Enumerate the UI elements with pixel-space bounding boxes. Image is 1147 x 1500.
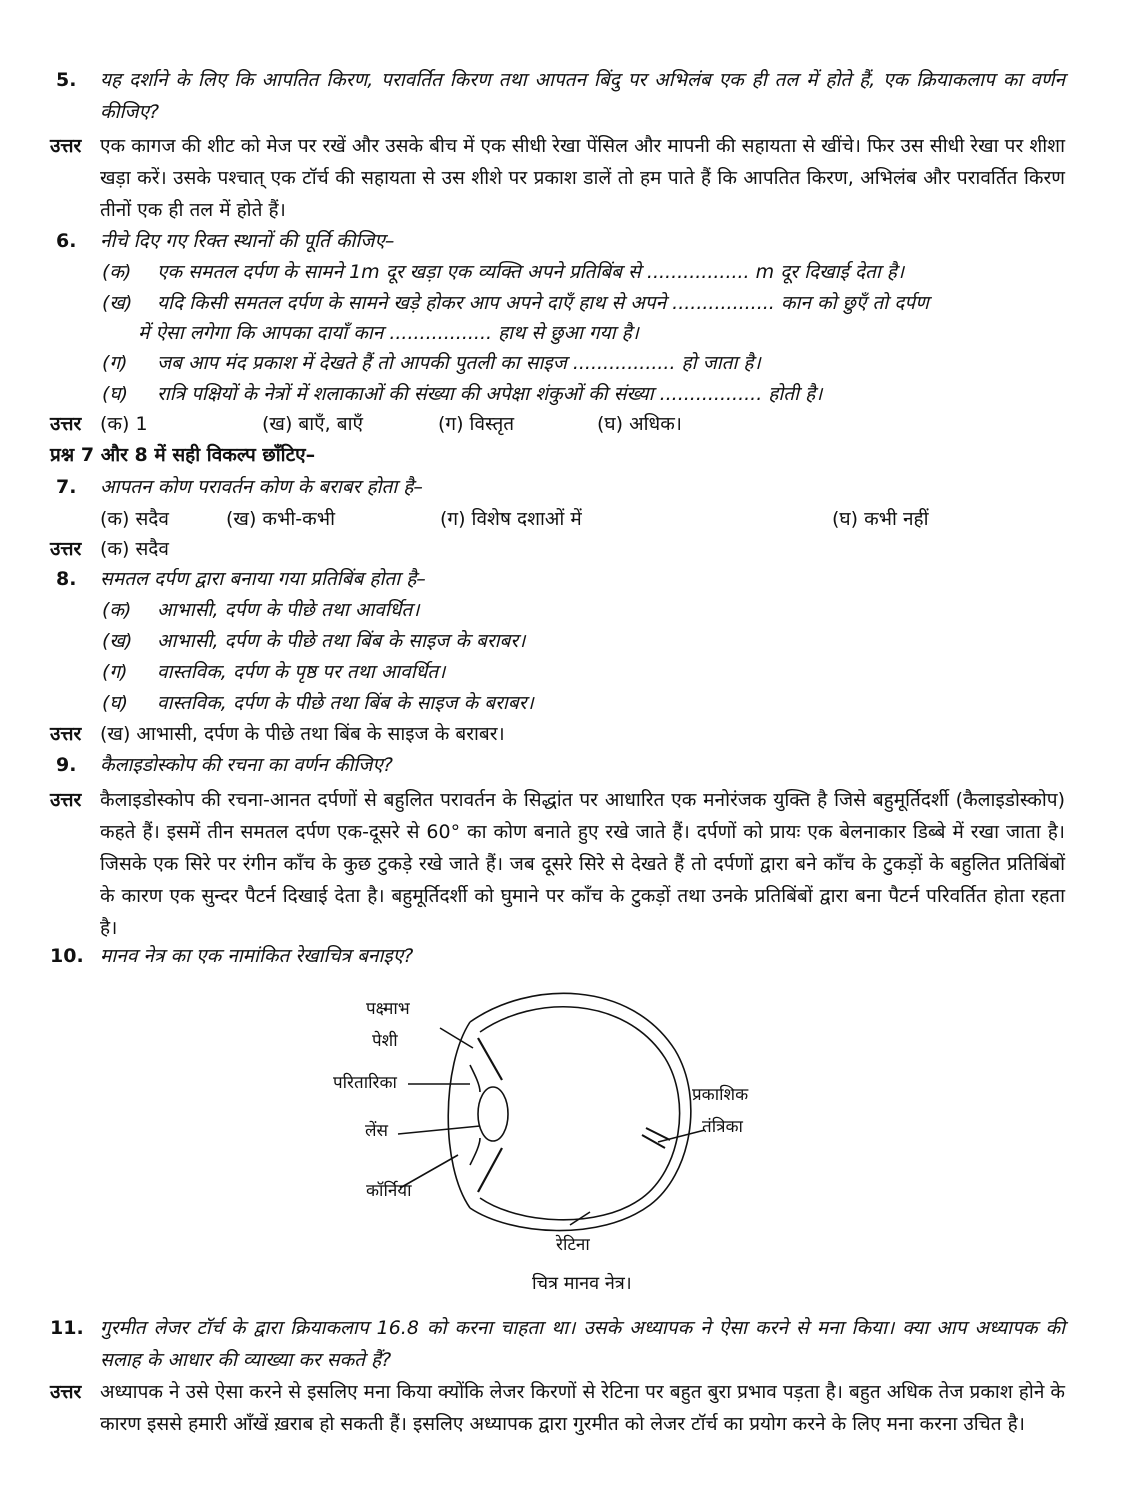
q5-question: यह दर्शाने के लिए कि आपतित किरण, परावर्तित किरण तथा आपतन बिंदु पर अभिलंब एक ही तल में होते हैं, एक क्रियाकलाप का वर्णन कीजिए? bbox=[100, 69, 1065, 123]
q6-question: नीचे दिए गए रिक्त स्थानों की पूर्ति कीजिए– bbox=[100, 230, 395, 252]
leader-ciliary bbox=[440, 1028, 473, 1048]
q6-answer-d: (घ) अधिक। bbox=[597, 413, 683, 435]
label-lens: लेंस bbox=[365, 1121, 389, 1141]
ciliary-lower bbox=[478, 1148, 502, 1192]
iris-upper bbox=[470, 1065, 480, 1092]
q6-answer-b: (ख) बाएँ, बाएँ bbox=[262, 413, 364, 435]
q9-answer: कैलाइडोस्कोप की रचना-आनत दर्पणों से बहुलित परावर्तन के सिद्धांत पर आधारित एक मनोरंजक युक्ति है जिसे बहुमूर्तिदर्शी (कैलाइडोस्कोप) कहते हैं। इसमें तीन समतल दर्पण एक-दूसरे से 60° का कोण बनाते हुए रखे जाते हैं। दर्पणों को प्रायः एक बेलनाकार डिब्बे में रखा जाता है। जिसके एक सिरे पर रंगीन काँच के कुछ टुकड़े रखे जाते हैं। जब दूसरे सिरे से देखते हैं तो दर्पणों द्वारा बने काँच के टुकड़ों के बहुलित प्रतिबिंबों के कारण एक सुन्दर पैटर्न दिखाई देता है। बहुमूर्तिदर्शी को घुमाने पर काँच के टुकड़ों तथा उनके प्रतिबिंबों द्वारा बना पैटर्न परिवर्तित होता रहता है। bbox=[100, 789, 1065, 939]
sclera-outline bbox=[470, 993, 691, 1230]
q8-option-key: (ख) bbox=[102, 630, 133, 652]
q6-item-key: (क) bbox=[102, 261, 132, 283]
lens-shape bbox=[478, 1087, 508, 1141]
q8-answer-label: उत्तर bbox=[50, 723, 82, 745]
q6-item-text: यदि किसी समतल दर्पण के सामने खड़े होकर आप अपने दाएँ हाथ से अपने ................. कान को छुएँ तो दर्पण bbox=[157, 292, 929, 314]
q5-answer-label: उत्तर bbox=[50, 135, 82, 157]
leader-optic bbox=[658, 1130, 705, 1142]
q6-item-text: जब आप मंद प्रकाश में देखते हैं तो आपकी पुतली का साइज ................. हो जाता है। bbox=[157, 352, 761, 374]
q5-answer: एक कागज की शीट को मेज पर रखें और उसके बीच में एक सीधी रेखा पेंसिल और मापनी की सहायता से खींचे। फिर उस सीधी रेखा पर शीशा खड़ा करें। उसके पश्चात् एक टॉर्च की सहायता से उस शीशे पर प्रकाश डालें तो हम पाते हैं कि आपतित किरण, अभिलंब और परावर्तित किरण तीनों एक ही तल में होते हैं। bbox=[100, 135, 1065, 221]
q10-question: मानव नेत्र का एक नामांकित रेखाचित्र बनाइए? bbox=[100, 945, 414, 967]
q7-question: आपतन कोण परावर्तन कोण के बराबर होता है– bbox=[100, 476, 423, 498]
q7-answer-label: उत्तर bbox=[50, 538, 82, 560]
optic-nerve bbox=[642, 1128, 670, 1148]
q11-question: गुरमीत लेजर टॉर्च के द्वारा क्रियाकलाप 16.8 को करना चाहता था। उसके अध्यापक ने ऐसा करने से मना किया। क्या आप अध्यापक की सलाह के आधार की व्याख्या कर सकते हैं? bbox=[100, 1317, 1065, 1371]
label-ciliary: पक्ष्माभ bbox=[366, 999, 410, 1019]
q8-option-text: वास्तविक, दर्पण के पीछे तथा बिंब के साइज के बराबर। bbox=[157, 692, 534, 714]
q6-item-text-cont: में ऐसा लगेगा कि आपका दायाँ कान ................. हाथ से छुआ गया है। bbox=[138, 322, 639, 344]
q10-number: 10. bbox=[50, 945, 84, 967]
q9-question: कैलाइडोस्कोप की रचना का वर्णन कीजिए? bbox=[100, 754, 394, 776]
q8-answer: (ख) आभासी, दर्पण के पीछे तथा बिंब के साइज के बराबर। bbox=[100, 723, 505, 745]
q6-number: 6. bbox=[56, 230, 77, 252]
q11-number: 11. bbox=[50, 1317, 84, 1339]
figure-caption: चित्र मानव नेत्र। bbox=[532, 1273, 632, 1294]
q6-item-text: एक समतल दर्पण के सामने 1m दूर खड़ा एक व्यक्ति अपने प्रतिबिंब से ................. m दूर दिखाई देता है। bbox=[157, 261, 905, 283]
q9-answer-label: उत्तर bbox=[50, 789, 82, 811]
q7-option-a: (क) सदैव bbox=[100, 508, 169, 530]
q7-option-b: (ख) कभी-कभी bbox=[226, 508, 336, 530]
q6-answer-label: उत्तर bbox=[50, 413, 82, 435]
q8-option-key: (ग) bbox=[102, 661, 128, 683]
q6-item-key: (ख) bbox=[102, 292, 133, 314]
q11-answer: अध्यापक ने उसे ऐसा करने से इसलिए मना किया क्योंकि लेजर किरणों से रेटिना पर बहुत बुरा प्रभाव पड़ता है। बहुत अधिक तेज प्रकाश होने के कारण इससे हमारी आँखें ख़राब हो सकती हैं। इसलिए अध्यापक द्वारा गुरमीत को लेजर टॉर्च का प्रयोग करने के लिए मना करना उचित है। bbox=[100, 1381, 1065, 1435]
retina-outline bbox=[480, 1007, 680, 1220]
q8-option-text: आभासी, दर्पण के पीछे तथा आवर्धित। bbox=[157, 599, 420, 621]
q7-option-d: (घ) कभी नहीं bbox=[832, 508, 929, 530]
q6-answer-c: (ग) विस्तृत bbox=[438, 413, 515, 435]
q9-number: 9. bbox=[56, 754, 77, 776]
q6-item-key: (घ) bbox=[102, 383, 129, 405]
iris-lower bbox=[470, 1138, 480, 1165]
leader-lens bbox=[398, 1126, 480, 1134]
q8-question: समतल दर्पण द्वारा बनाया गया प्रतिबिंब होता है– bbox=[100, 568, 426, 590]
q7-number: 7. bbox=[56, 476, 77, 498]
q7-answer: (क) सदैव bbox=[100, 538, 169, 560]
q8-option-text: आभासी, दर्पण के पीछे तथा बिंब के साइज के बराबर। bbox=[157, 630, 526, 652]
q6-item-text: रात्रि पक्षियों के नेत्रों में शलाकाओं की संख्या की अपेक्षा शंकुओं की संख्या ................. होती है। bbox=[157, 383, 823, 405]
label-iris: परितारिका bbox=[333, 1073, 397, 1093]
q8-option-text: वास्तविक, दर्पण के पृष्ठ पर तथा आवर्धित। bbox=[157, 661, 446, 683]
q6-answer-a: (क) 1 bbox=[100, 413, 148, 435]
label-optic-2: तंत्रिका bbox=[702, 1117, 743, 1137]
q11-answer-label: उत्तर bbox=[50, 1381, 82, 1403]
q7-option-c: (ग) विशेष दशाओं में bbox=[440, 508, 582, 530]
q8-option-key: (क) bbox=[102, 599, 132, 621]
cornea-outline bbox=[448, 1022, 470, 1208]
label-optic-1: प्रकाशिक bbox=[692, 1085, 749, 1105]
ciliary-upper bbox=[478, 1038, 502, 1080]
q8-number: 8. bbox=[56, 568, 77, 590]
q5-number: 5. bbox=[56, 69, 77, 91]
label-retina: रेटिना bbox=[556, 1235, 590, 1255]
label-cornea: कॉर्निया bbox=[366, 1181, 412, 1201]
q6-item-key: (ग) bbox=[102, 352, 128, 374]
q8-option-key: (घ) bbox=[102, 692, 129, 714]
label-muscle: पेशी bbox=[372, 1031, 398, 1051]
section-heading: प्रश्न 7 और 8 में सही विकल्प छाँटिए– bbox=[50, 444, 316, 466]
